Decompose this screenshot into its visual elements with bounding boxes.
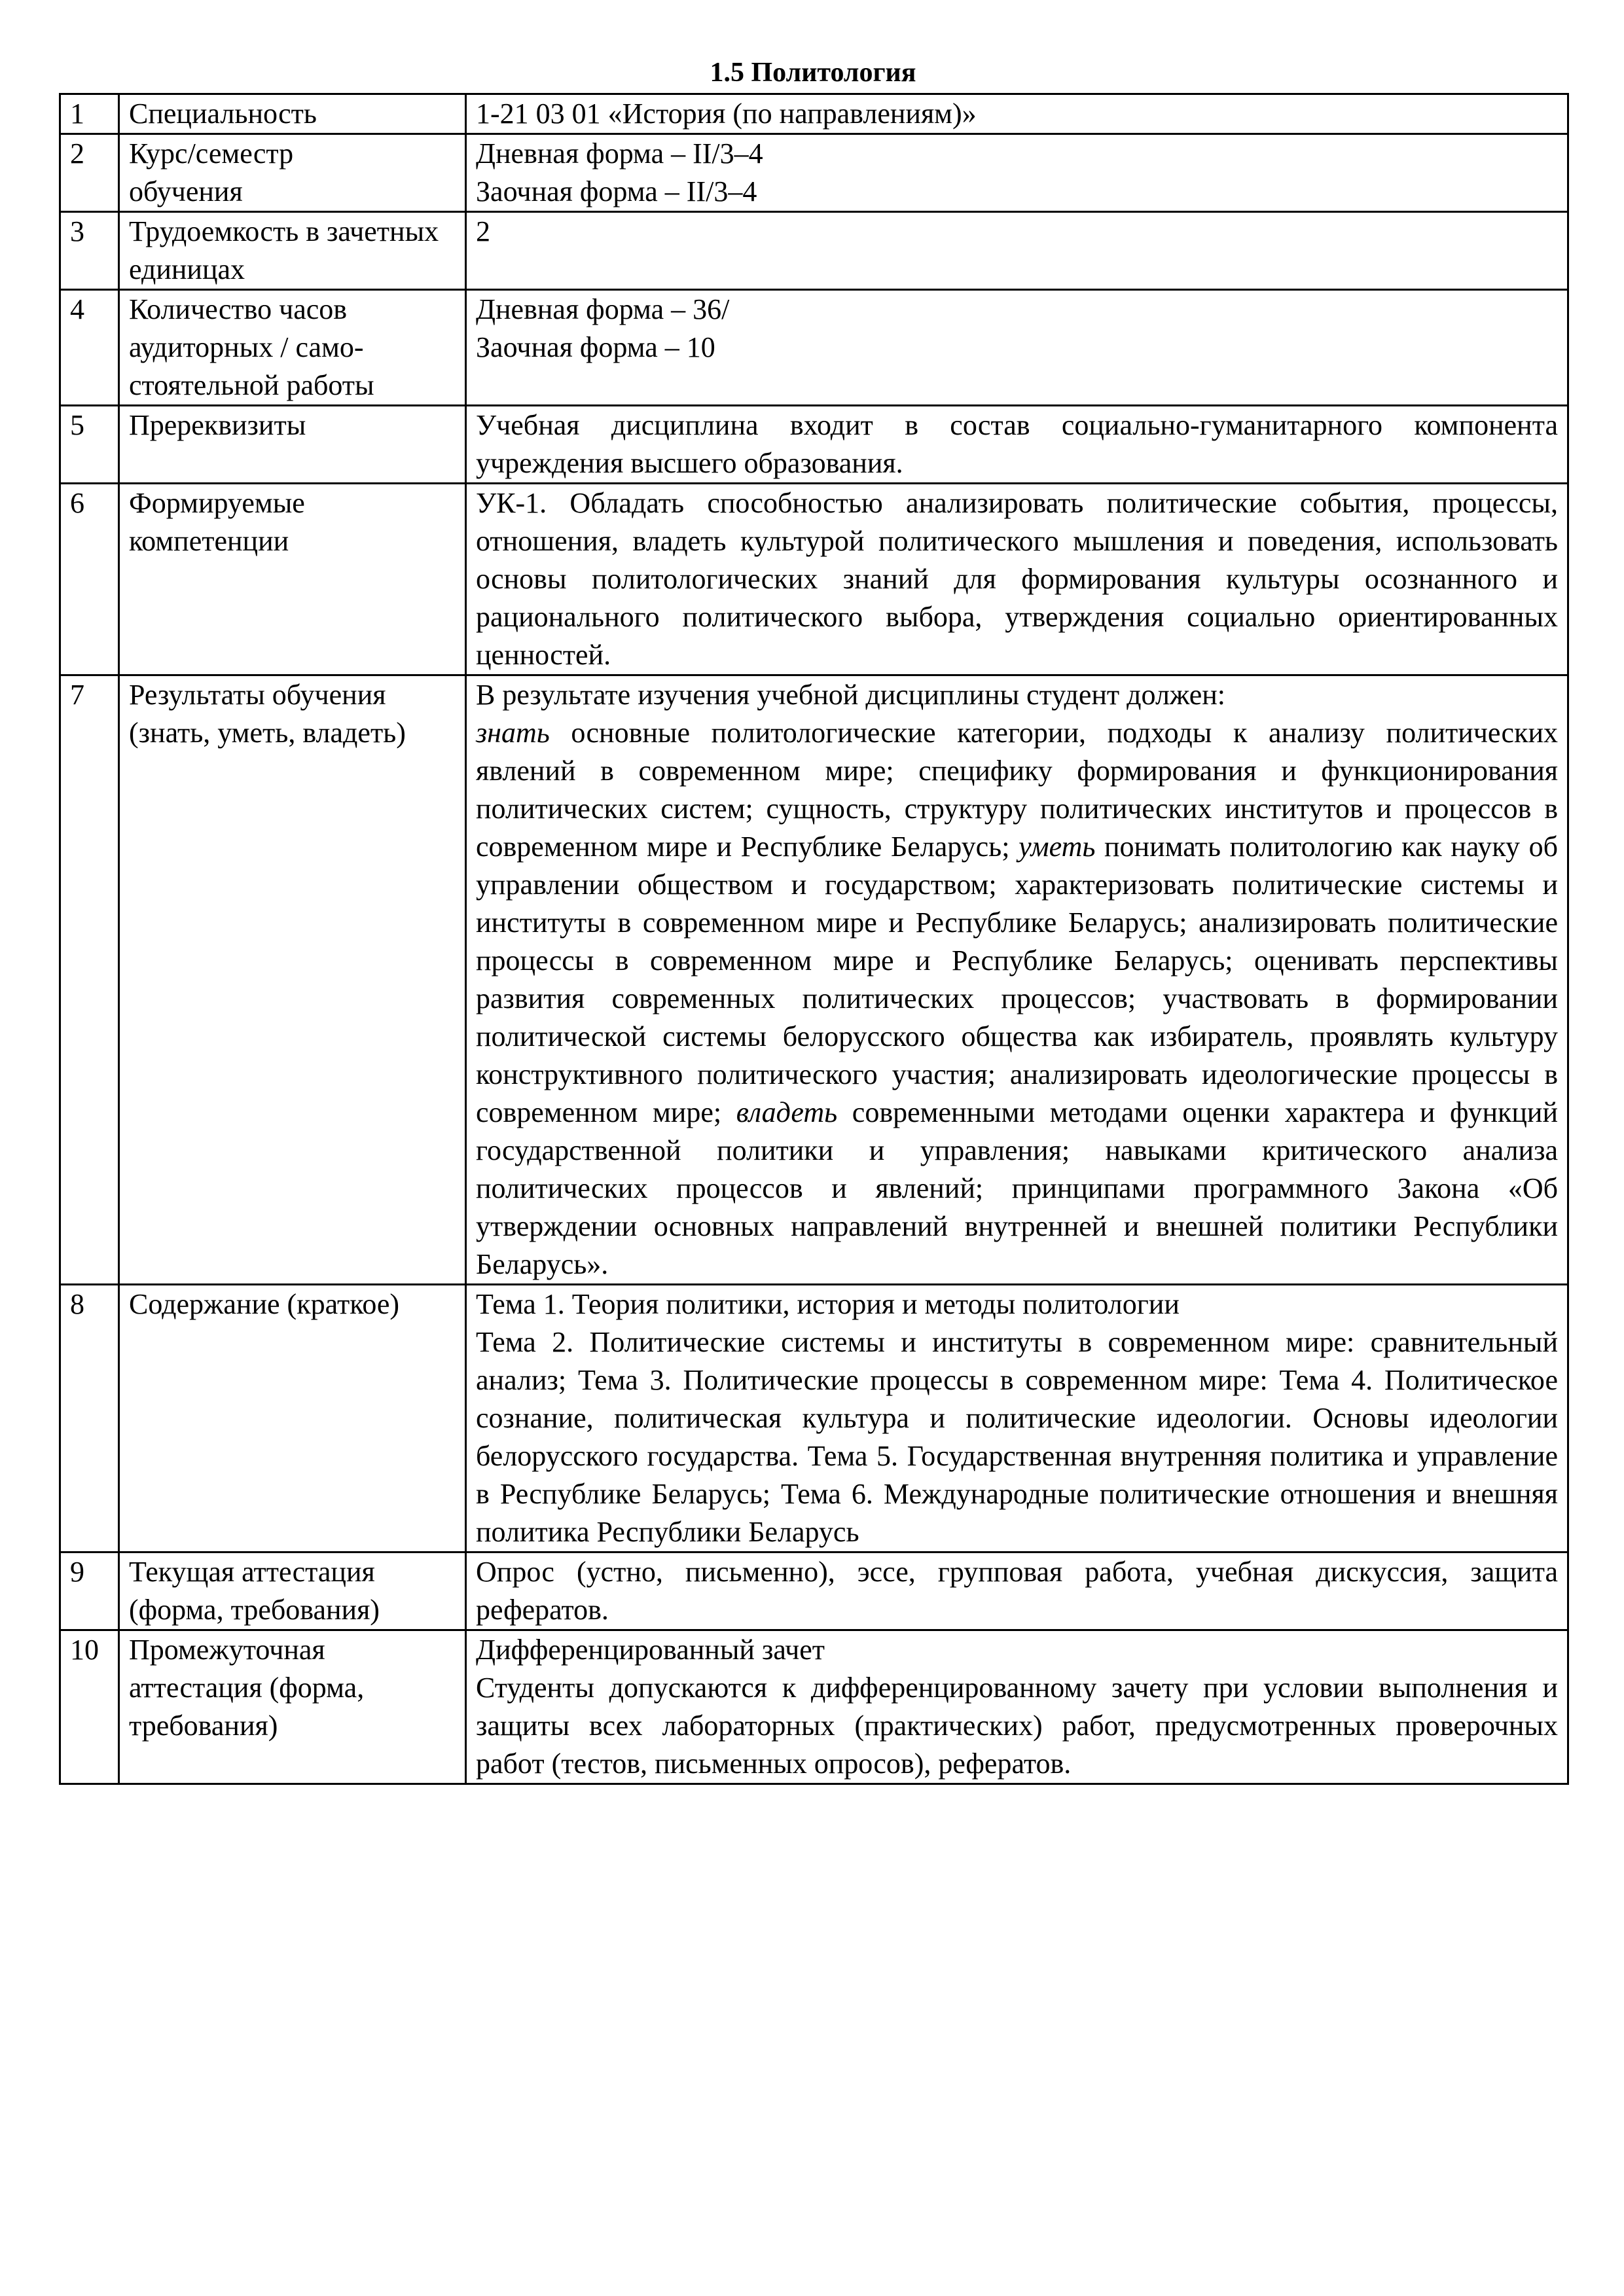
table-row-competencies: [60, 484, 1568, 675]
row-number: 9: [60, 1552, 119, 1630]
outcomes-intro: В результате изучения учебной дисциплины студент должен:: [476, 679, 1226, 711]
table-row-hours: [60, 290, 1568, 406]
assessment-requirements: Студенты допускаются к дифференцированному зачету при условии выполнения и защиты всех лабораторных (практических) работ, предусмотренных проверочных работ (тестов, письменных опросов), рефератов.: [476, 1672, 1558, 1780]
row-content: [466, 94, 1568, 134]
row-number: 2: [60, 134, 119, 212]
row-number: 5: [60, 406, 119, 484]
row-content: [466, 675, 1568, 1285]
row-label: Формируемые компетенции: [119, 484, 466, 675]
row-number: 7: [60, 675, 119, 1285]
row-label: Пререквизиты: [119, 406, 466, 484]
row-content: [466, 290, 1568, 406]
competencies-text: УК-1. Обладать способностью анализировать политические события, процессы, отношения, владеть культурой политического мышления и поведения, использовать основы политологических знаний для формирования культуры осознанного и рационального политического выбора, утверждения социально ориентированных ценностей.: [476, 487, 1558, 671]
can-keyword: уметь: [1019, 831, 1096, 863]
own-text: современными методами оценки характера и функций государственной политики и управления; навыками критического анализа политических процессов и явлений; принципами программного Закона «Об утверждении основных направлений внутренней и внешней политики Республики Беларусь».: [476, 1096, 1559, 1280]
table-row-prerequisites: [60, 406, 1568, 484]
row-number: 4: [60, 290, 119, 406]
row-content: [466, 1552, 1568, 1630]
row-label: Количество часов аудиторных / само-стоятельной работы: [119, 290, 466, 406]
row-number: 3: [60, 212, 119, 290]
know-keyword: знать: [476, 717, 550, 749]
content-line: Заочная форма – 10: [476, 331, 715, 363]
table-row-specialty: [60, 94, 1568, 134]
row-label: Трудоемкость в зачетных единицах: [119, 212, 466, 290]
row-content: [466, 1285, 1568, 1552]
table-row-learning-outcomes: [60, 675, 1568, 1285]
row-label: Промежуточная аттестация (форма, требования): [119, 1630, 466, 1784]
document-page: [59, 52, 1567, 1785]
row-label: Специальность: [119, 94, 466, 134]
row-number: 6: [60, 484, 119, 675]
specialty-text: 1-21 03 01 «История (по направлениям)»: [476, 98, 977, 130]
row-number: 1: [60, 94, 119, 134]
table-row-credits: [60, 212, 1568, 290]
row-label: Текущая аттестация (форма, требования): [119, 1552, 466, 1630]
contents-text: Тема 2. Политические системы и институты в современном мире: сравнительный анализ; Тема 3. Политические процессы в современном мире: Тема 4. Политическое сознание, политическая культура и политические идеологии. Основы идеологии белорусского государства. Тема 5. Государственная внутренняя политика и управление в Республике Беларусь; Тема 6. Международные политические отношения и внешняя политика Республики Беларусь: [476, 1326, 1558, 1548]
row-content: [466, 406, 1568, 484]
prerequisites-text: Учебная дисциплина входит в состав социально-гуманитарного компонента учреждения высшего образования.: [476, 409, 1558, 479]
current-assessment-text: Опрос (устно, письменно), эссе, групповая работа, учебная дискуссия, защита рефератов.: [476, 1556, 1558, 1626]
row-content: [466, 484, 1568, 675]
row-number: 10: [60, 1630, 119, 1784]
table-row-intermediate-assessment: [60, 1630, 1568, 1784]
contents-first-line: Тема 1. Теория политики, история и методы политологии: [476, 1288, 1180, 1320]
row-content: [466, 1630, 1568, 1784]
content-line: Дневная форма – II/3–4: [476, 137, 763, 170]
row-label: Результаты обучения (знать, уметь, владеть): [119, 675, 466, 1285]
credits-value: 2: [476, 215, 490, 247]
row-number: 8: [60, 1285, 119, 1552]
course-info-table: [59, 93, 1569, 1785]
own-keyword: владеть: [736, 1096, 838, 1128]
outcomes-text: [476, 714, 1558, 1283]
table-row-contents: [60, 1285, 1568, 1552]
row-label: Курс/семестр обучения: [119, 134, 466, 212]
row-label: Содержание (краткое): [119, 1285, 466, 1552]
content-line: Заочная форма – II/3–4: [476, 175, 757, 207]
table-row-current-assessment: [60, 1552, 1568, 1630]
assessment-form: Дифференцированный зачет: [476, 1634, 825, 1666]
row-content: [466, 134, 1568, 212]
table-row-course-semester: [60, 134, 1568, 212]
row-content: [466, 212, 1568, 290]
can-text: понимать политологию как науку об управлении обществом и государством; характеризовать политические системы и институты в современном мире и Республике Беларусь; анализировать политические процессы в современном мире и Республике Беларусь; оценивать перспективы развития современных политических процессов; участвовать в формировании политической системы белорусского общества как избиратель, проявлять культуру конструктивного политического участия; анализировать идеологические процессы в современном мире;: [476, 831, 1558, 1128]
know-text: основные политологические категории, подходы к анализу политических явлений в современном мире; специфику формирования и функционирования политических систем; сущность, структуру политических институтов и процессов в современном мире и Республике Беларусь;: [476, 717, 1558, 863]
content-line: Дневная форма – 36/: [476, 293, 730, 325]
page-title: 1.5 Политология: [710, 58, 916, 88]
